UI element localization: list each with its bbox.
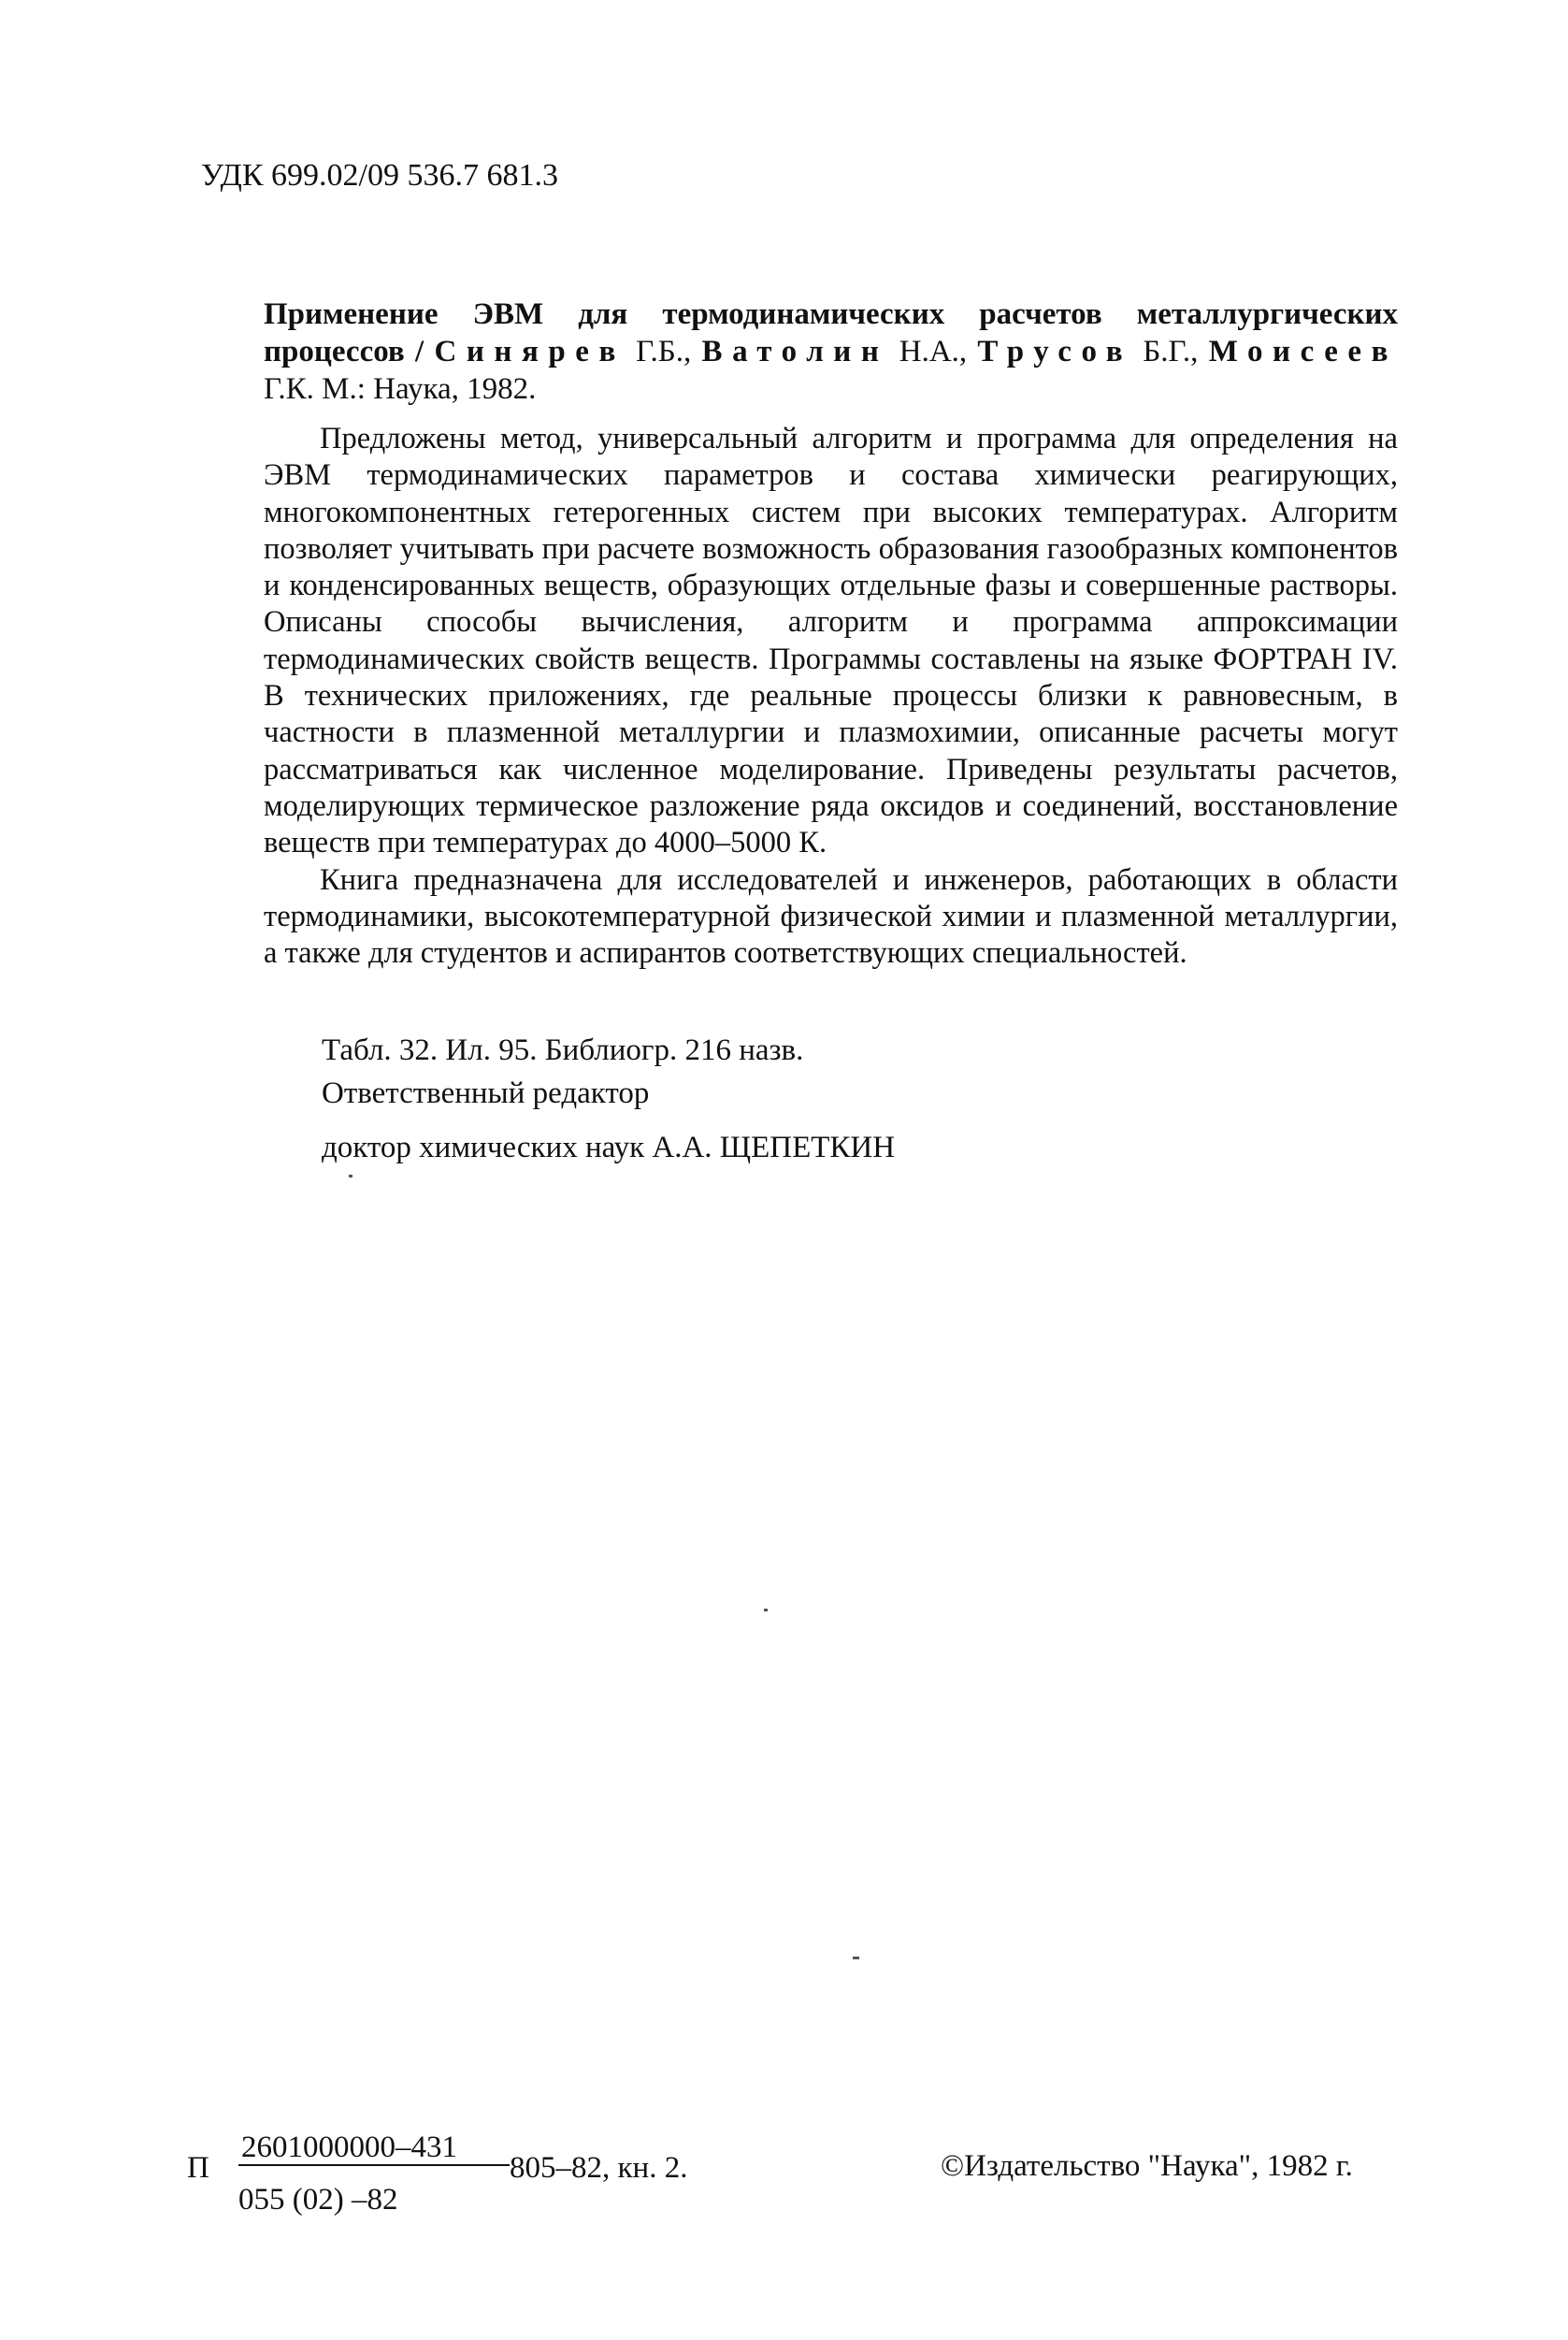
author-1-initials: Г.Б.,: [636, 335, 692, 368]
abstract: [264, 421, 1398, 972]
author-3-surname: Трусов: [977, 335, 1133, 368]
author-3-initials: Б.Г.,: [1143, 335, 1199, 368]
author-4-initials: Г.К.: [264, 372, 314, 406]
scan-speck: [853, 1957, 859, 1959]
publication-info: М.: Наука, 1982.: [322, 372, 537, 406]
fraction-line: [238, 2164, 510, 2166]
counts-line: Табл. 32. Ил. 95. Библиогр. 216 назв.: [322, 1033, 804, 1067]
scan-speck: [349, 1175, 352, 1177]
author-4-surname: Моисеев: [1208, 335, 1398, 368]
author-1-surname: Синярев: [434, 335, 626, 368]
copyright: ©Издательство "Наука", 1982 г.: [941, 2149, 1353, 2183]
author-2-initials: Н.А.,: [899, 335, 968, 368]
index-denominator: 055 (02) –82: [238, 2183, 398, 2217]
index-suffix: 805–82, кн. 2.: [510, 2151, 688, 2185]
editor-label: Ответственный редактор: [322, 1076, 650, 1110]
index-letter: П: [187, 2151, 209, 2185]
abstract-paragraph-2: Книга предназначена для исследователей и инженеров, работающих в области термодинамики, высокотемпературной физической химии и плазменной металлургии, а также для студентов и аспирантов соответствующих специальностей.: [264, 862, 1398, 971]
bibliographic-reference: [264, 296, 1398, 408]
index-numerator: 2601000000–431: [241, 2131, 457, 2164]
udk-code: УДК 699.02/09 536.7 681.3: [201, 158, 558, 193]
book-meta: [322, 1031, 895, 1171]
editor-name: доктор химических наук А.А. ЩЕПЕТКИН: [322, 1131, 896, 1164]
abstract-paragraph-1: Предложены метод, универсальный алгоритм и программа для определения на ЭВМ термодинамических параметров и состава химически реагирующих, многокомпонентных гетерогенных систем при высоких температурах. Алгоритм позволяет учитывать при расчете возможность образования газообразных компонентов и конденсированных веществ, образующих отдельные фазы и совершенные растворы. Описаны способы вычисления, алгоритм и программа аппроксимации термодинамических свойств веществ. Программы составлены на языке ФОРТРАН IV. В технических приложениях, где реальные процессы близки к равновесным, в частности в плазменной металлургии и плазмохимии, описанные расчеты могут рассматриваться как численное моделирование. Приведены результаты расчетов, моделирующих термическое разложение ряда оксидов и соединений, восстановление веществ при температурах до 4000–5000 К.: [264, 422, 1398, 860]
book-title: Применение ЭВМ для термодинамических расчетов металлургических процессов /: [264, 297, 1398, 368]
scan-speck: [764, 1609, 768, 1611]
author-2-surname: Ватолин: [701, 335, 889, 368]
